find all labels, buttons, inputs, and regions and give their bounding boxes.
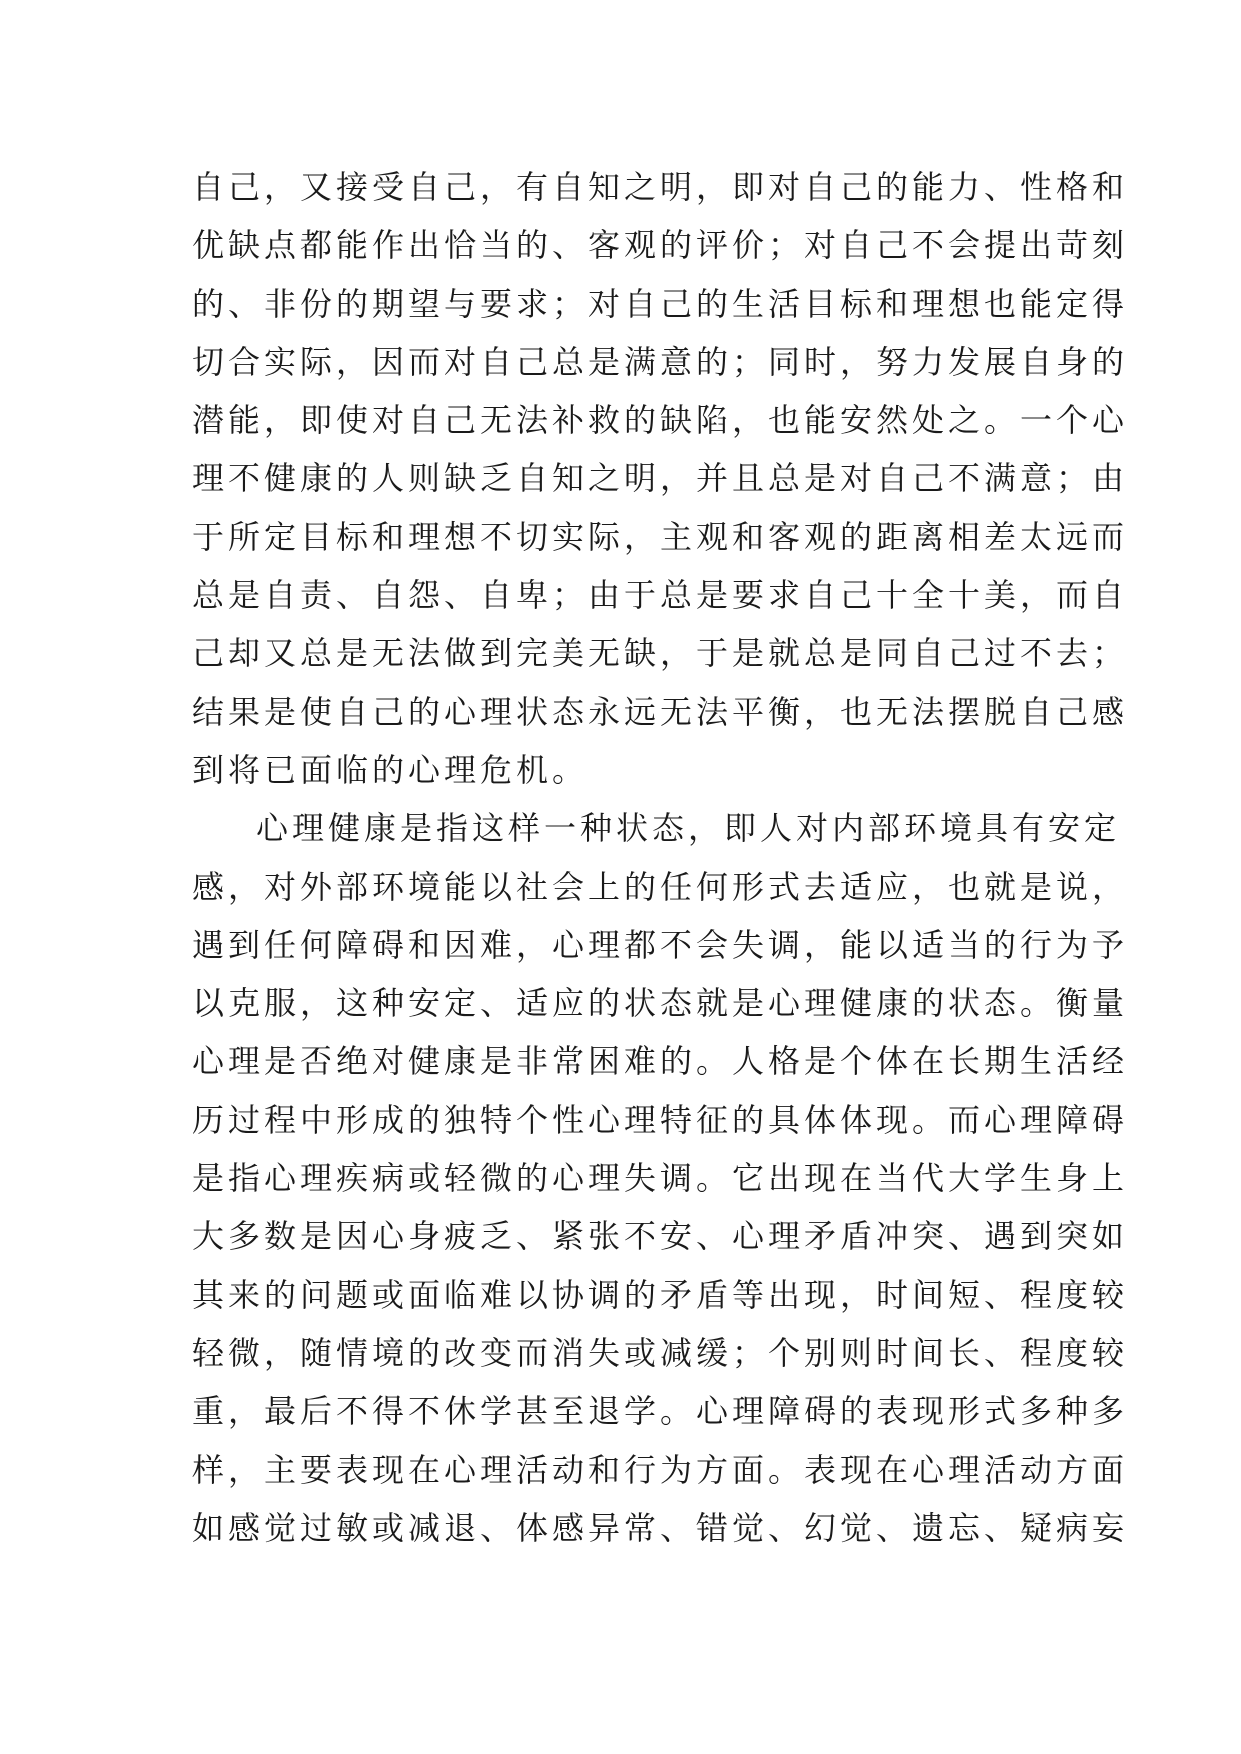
text-line: 切合实际，因而对自己总是满意的；同时，努力发展自身的 xyxy=(192,342,1129,381)
text-line: 如感觉过敏或减退、体感异常、错觉、幻觉、遗忘、疑病妄 xyxy=(192,1508,1129,1547)
text-line: 大多数是因心身疲乏、紧张不安、心理矛盾冲突、遇到突如 xyxy=(192,1217,1129,1256)
text-line: 己却又总是无法做到完美无缺，于是就总是同自己过不去； xyxy=(192,634,1129,673)
text-line: 优缺点都能作出恰当的、客观的评价；对自己不会提出苛刻 xyxy=(192,226,1129,265)
text-line: 感，对外部环境能以社会上的任何形式去适应，也就是说， xyxy=(192,867,1129,906)
text-line: 重，最后不得不休学甚至退学。心理障碍的表现形式多种多 xyxy=(192,1392,1129,1431)
text-line: 于所定目标和理想不切实际，主观和客观的距离相差太远而 xyxy=(192,517,1129,556)
text-line: 潜能，即使对自己无法补救的缺陷，也能安然处之。一个心 xyxy=(192,401,1129,440)
text-line: 到将已面临的心理危机。 xyxy=(192,750,589,789)
text-line: 的、非份的期望与要求；对自己的生活目标和理想也能定得 xyxy=(192,284,1129,323)
paragraph-1 xyxy=(192,158,1129,799)
text-line: 结果是使自己的心理状态永远无法平衡，也无法摆脱自己感 xyxy=(192,692,1129,731)
text-line: 心理健康是指这样一种状态，即人对内部环境具有安定 xyxy=(256,809,1121,848)
body-text xyxy=(192,158,1129,1557)
text-line: 遇到任何障碍和因难，心理都不会失调，能以适当的行为予 xyxy=(192,925,1129,964)
text-line: 其来的问题或面临难以协调的矛盾等出现，时间短、程度较 xyxy=(192,1275,1129,1314)
text-line: 是指心理疾病或轻微的心理失调。它出现在当代大学生身上 xyxy=(192,1159,1129,1198)
text-line: 历过程中形成的独特个性心理特征的具体体现。而心理障碍 xyxy=(192,1100,1129,1139)
text-line: 心理是否绝对健康是非常困难的。人格是个体在长期生活经 xyxy=(192,1042,1129,1081)
text-line: 总是自责、自怨、自卑；由于总是要求自己十全十美，而自 xyxy=(192,576,1129,615)
paragraph-2 xyxy=(192,799,1129,1557)
text-line: 以克服，这种安定、适应的状态就是心理健康的状态。衡量 xyxy=(192,984,1129,1023)
text-line: 理不健康的人则缺乏自知之明，并且总是对自己不满意；由 xyxy=(192,459,1129,498)
text-line: 轻微，随情境的改变而消失或减缓；个别则时间长、程度较 xyxy=(192,1333,1129,1372)
text-line: 样，主要表现在心理活动和行为方面。表现在心理活动方面 xyxy=(192,1450,1129,1489)
text-line: 自己，又接受自己，有自知之明，即对自己的能力、性格和 xyxy=(192,168,1129,206)
